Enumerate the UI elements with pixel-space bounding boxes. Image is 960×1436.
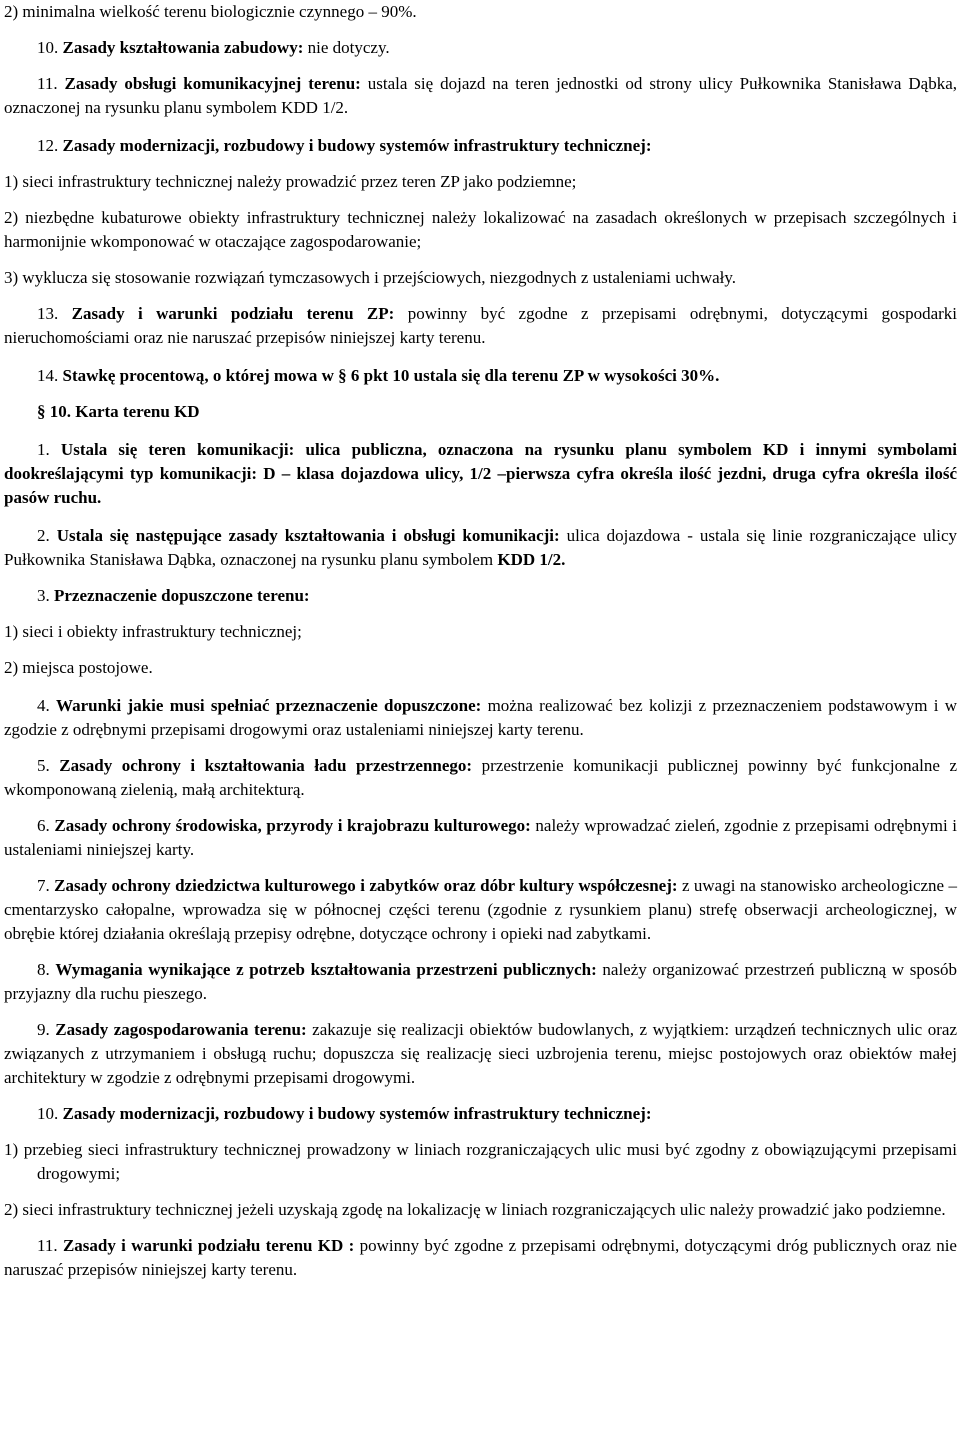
text: ulica dojazdowa - ustala się linie rozgraniczające ulicy Pułkownika Stanisława Dąbka, oznaczonej na rysunku planu symbolem (4, 526, 957, 569)
item-number: 14. (37, 366, 63, 385)
text: można realizować bez kolizji z przeznaczeniem podstawowym i w zgodzie z odrębnymi przepisami drogowymi oraz ustaleniami niniejszej karty terenu. (4, 696, 957, 739)
paragraph-13-division (4, 302, 957, 350)
text: 1) przebieg sieci infrastruktury technicznej prowadzony w liniach rozgraniczających ulic musi być zgodny z obowiązującymi przepisami drogowymi; (4, 1140, 957, 1183)
paragraph-3-permitted-use (4, 584, 957, 608)
heading: Zasady obsługi komunikacyjnej terenu: (64, 74, 361, 93)
paragraph-2-communication-rules (4, 524, 957, 572)
text: nie dotyczy. (303, 38, 390, 57)
heading: Zasady ochrony dziedzictwa kulturowego i zabytków oraz dóbr kultury współczesnej: (54, 876, 678, 895)
section-sign: § (37, 402, 46, 421)
heading: Wymagania wynikające z potrzeb kształtowania przestrzeni publicznych: (55, 960, 597, 979)
section-heading-card-kd (4, 400, 957, 424)
item-number: 2. (37, 526, 57, 545)
heading: Zasady i warunki podziału terenu ZP: (71, 304, 395, 323)
item-number: 12. (37, 136, 63, 155)
paragraph-6-environment (4, 814, 957, 862)
text: z uwagi na stanowisko archeologiczne – cmentarzysko całopalne, wprowadza się w północnej części terenu (zgodnie z rysunkiem planu) strefę obserwacji archeologicznej, w obrębie której działania określają przepisy odrębne, dotyczące ochrony i opieki nad zabytkami. (4, 876, 957, 943)
paragraph-11-division-kd (4, 1234, 957, 1282)
item-number: 11. (37, 1236, 63, 1255)
text: zakazuje się realizacji obiektów budowlanych, z wyjątkiem: urządzeń technicznych ulic oraz związanych z utrzymaniem i obsługą ruchu; dopuszcza się realizację sieci uzbrojenia terenu, miejsc postojowych oraz obiektów małej architektury w zgodzie z odrębnymi przepisami drogowymi. (4, 1020, 958, 1087)
text: przestrzenie komunikacji publicznej powinny być funkcjonalne z wkomponowaną zielenią, małą architekturą. (4, 756, 957, 799)
item-number: 4. (37, 696, 57, 715)
paragraph-7-heritage (4, 874, 957, 946)
text: 2) miejsca postojowe. (4, 658, 153, 677)
heading: Zasady ochrony środowiska, przyrody i krajobrazu kulturowego: (54, 816, 531, 835)
list-item-2 (4, 1198, 957, 1222)
list-item-3 (4, 266, 957, 290)
list-item-1 (4, 1138, 957, 1186)
paragraph-11-communication (4, 72, 957, 120)
item-number: 13. (37, 304, 72, 323)
section-title: 10. Karta terenu KD (45, 402, 200, 421)
item-number: 11. (37, 74, 65, 93)
item-number: 10. (37, 38, 63, 57)
paragraph-4-conditions (4, 694, 957, 742)
paragraph-12-infrastructure (4, 134, 957, 158)
heading: Zasady kształtowania zabudowy: (62, 38, 304, 57)
item-number: 1. (37, 440, 61, 459)
heading: Zasady zagospodarowania terenu: (55, 1020, 307, 1039)
item-number: 7. (37, 876, 55, 895)
heading: Przeznaczenie dopuszczone terenu: (54, 586, 310, 605)
heading: Zasady modernizacji, rozbudowy i budowy systemów infrastruktury technicznej: (62, 136, 652, 155)
text: 1) sieci i obiekty infrastruktury technicznej; (4, 622, 302, 641)
item-number: 5. (37, 756, 60, 775)
text: powinny być zgodne z przepisami odrębnymi, dotyczącymi dróg publicznych oraz nie naruszać przepisów niniejszej karty terenu. (4, 1236, 957, 1279)
heading: Warunki jakie musi spełniać przeznaczenie dopuszczone: (56, 696, 482, 715)
item-number: 10. (37, 1104, 63, 1123)
text: 2) niezbędne kubaturowe obiekty infrastruktury technicznej należy lokalizować na zasadach określonych w przepisach szczególnych i harmonijnie wkomponować w otaczające zagospodarowanie; (4, 208, 957, 251)
heading-part-b: 6 pkt 10 ustala się dla terenu ZP w wysokości 30%. (346, 366, 720, 385)
text: powinny być zgodne z przepisami odrębnymi, dotyczącymi gospodarki nieruchomościami oraz nie naruszać przepisów niniejszej karty terenu. (4, 304, 957, 347)
item-number: 8. (37, 960, 56, 979)
heading: Zasady modernizacji, rozbudowy i budowy systemów infrastruktury technicznej: (62, 1104, 652, 1123)
item-number: 9. (37, 1020, 56, 1039)
text: 2) sieci infrastruktury technicznej jeżeli uzyskają zgodę na lokalizację w liniach rozgraniczających ulic należy prowadzić jako podziemne. (4, 1200, 946, 1219)
list-item-2 (4, 656, 957, 680)
heading: Zasady i warunki podziału terenu KD : (62, 1236, 355, 1255)
paragraph-10-infrastructure (4, 1102, 957, 1126)
list-item-1 (4, 620, 957, 644)
paragraph-8-public-space (4, 958, 957, 1006)
paragraph-biologically-active-area (4, 0, 957, 24)
paragraph-14-percentage-rate (4, 364, 957, 388)
paragraph-5-spatial-order (4, 754, 957, 802)
paragraph-1-communication-area (4, 438, 957, 510)
list-item-1 (4, 170, 957, 194)
symbol: KDD 1/2. (497, 550, 566, 569)
item-number: 3. (37, 586, 54, 605)
list-item-2 (4, 206, 957, 254)
section-sign: § (338, 366, 347, 385)
item-number: 6. (37, 816, 55, 835)
paragraph-10-development (4, 36, 957, 60)
text: ustala się dojazd na teren jednostki od strony ulicy Pułkownika Stanisława Dąbka, oznaczonej na rysunku planu symbolem KDD 1/2. (4, 74, 958, 117)
heading: Zasady ochrony i kształtowania ładu przestrzennego: (59, 756, 473, 775)
heading-part-a: Stawkę procentową, o której mowa w (62, 366, 339, 385)
text: 3) wyklucza się stosowanie rozwiązań tymczasowych i przejściowych, niezgodnych z ustaleniami uchwały. (4, 268, 737, 287)
heading: Ustala się teren komunikacji: ulica publiczna, oznaczona na rysunku planu symbolem KD i innymi symbolami dookreślającymi typ komunikacji: D – klasa dojazdowa ulicy, 1/2 –pierwsza cyfra określa ilość jezdni, druga cyfra określa ilość pasów ruchu. (4, 440, 957, 507)
heading: Ustala się następujące zasady kształtowania i obsługi komunikacji: (56, 526, 560, 545)
paragraph-9-land-use (4, 1018, 957, 1090)
text: 2) minimalna wielkość terenu biologicznie czynnego – 90%. (4, 2, 417, 21)
text: należy wprowadzać zieleń, zgodnie z przepisami odrębnymi i ustaleniami niniejszej karty. (4, 816, 958, 859)
text: należy organizować przestrzeń publiczną w sposób przyjazny dla ruchu pieszego. (4, 960, 957, 1003)
text: 1) sieci infrastruktury technicznej należy prowadzić przez teren ZP jako podziemne; (4, 172, 577, 191)
